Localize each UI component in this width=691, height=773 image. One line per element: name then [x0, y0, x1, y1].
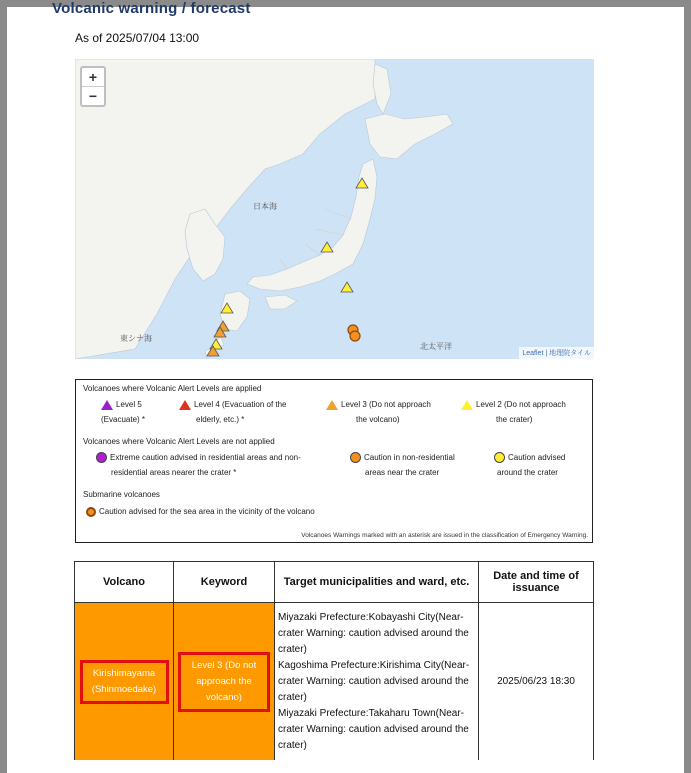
map-legend — [75, 379, 593, 543]
triangle-yellow-icon — [461, 400, 473, 410]
municipality-entry: Kagoshima Prefecture:Kirishima City(Near-crater Warning: caution advised around the crater) — [278, 659, 470, 703]
table-row — [75, 603, 594, 761]
legend-level4-sub: elderly, etc.) * — [196, 415, 245, 424]
legend-level4 — [179, 397, 319, 427]
volcano-map[interactable] — [75, 59, 594, 359]
map-attribution — [519, 347, 594, 359]
zoom-in-button[interactable]: + — [88, 69, 98, 85]
zoom-out-button[interactable]: − — [82, 86, 104, 105]
legend-applied-header: Volcanoes where Volcanic Alert Levels are applied — [83, 384, 262, 393]
municipality-entry: Miyazaki Prefecture:Takaharu Town(Near-crater Warning: caution advised around the crater) — [278, 707, 469, 751]
col-header-keyword: Keyword — [174, 562, 275, 603]
sea-label-pacific: 北太平洋 — [420, 342, 452, 351]
legend-level5-label: Level 5 — [116, 400, 142, 409]
col-header-volcano: Volcano — [75, 562, 174, 603]
keyword-label: Level 3 (Do not approach the volcano) — [178, 652, 270, 712]
volcano-name-link[interactable]: Kirishimayama (Shinmoedake) — [80, 660, 169, 704]
legend-level3-sub: the volcano) — [356, 415, 400, 424]
municipalities-cell — [275, 603, 479, 761]
circle-yellow-icon — [494, 452, 505, 463]
legend-submarine-header: Submarine volcanoes — [83, 490, 160, 499]
legend-caution-sub: around the crater — [497, 468, 558, 477]
legend-level2-sub: the crater) — [496, 415, 533, 424]
legend-extreme-sub: residential areas nearer the crater * — [111, 468, 237, 477]
circle-purple-icon — [96, 452, 107, 463]
legend-extreme-label: Extreme caution advised in residential areas and non- — [110, 453, 301, 462]
municipality-entry: Miyazaki Prefecture:Kobayashi City(Near-crater Warning: caution advised around the crater) — [278, 611, 469, 655]
keyword-cell — [174, 603, 275, 761]
legend-extreme-caution — [96, 450, 326, 480]
legend-nonresidential — [350, 450, 470, 480]
legend-nonres-label: Caution in non-residential — [364, 453, 455, 462]
legend-level3-label: Level 3 (Do not approach — [341, 400, 431, 409]
tiles-link[interactable]: 地理院タイル — [549, 350, 591, 357]
map-zoom-control — [80, 66, 106, 107]
legend-level5 — [101, 397, 181, 427]
legend-asterisk-note: Volcanoes Warnings marked with an asterisk are issued in the classification of Emergency Warning. — [301, 532, 588, 539]
submarine-volcano-marker — [350, 331, 360, 341]
leaflet-link[interactable]: Leaflet — [522, 350, 544, 357]
legend-level2-label: Level 2 (Do not approach — [476, 400, 566, 409]
table-header-row — [75, 562, 594, 603]
triangle-orange-icon — [326, 400, 338, 410]
as-of-timestamp: As of 2025/07/04 13:00 — [75, 31, 200, 45]
legend-not-applied-header: Volcanoes where Volcanic Alert Levels are not applied — [83, 437, 275, 446]
triangle-purple-icon — [101, 400, 113, 410]
legend-level4-label: Level 4 (Evacuation of the — [194, 400, 287, 409]
legend-submarine-label: Caution advised for the sea area in the vicinity of the volcano — [99, 507, 315, 516]
page-title: Volcanic warning / forecast — [52, 0, 251, 17]
legend-level5-sub: (Evacuate) * — [101, 415, 146, 424]
legend-nonres-sub: areas near the crater — [365, 468, 440, 477]
triangle-red-icon — [179, 400, 191, 410]
attribution-separator: | — [543, 350, 550, 357]
legend-caution-label: Caution advised — [508, 453, 566, 462]
warnings-table — [74, 561, 594, 760]
circle-ringed-orange-icon — [86, 507, 96, 517]
circle-orange-icon — [350, 452, 361, 463]
volcano-cell — [75, 603, 174, 761]
col-header-municipalities: Target municipalities and ward, etc. — [275, 562, 479, 603]
legend-caution-advised — [494, 450, 589, 480]
sea-label-east-china: 東シナ海 — [120, 334, 152, 343]
issuance-cell: 2025/06/23 18:30 — [479, 603, 594, 761]
sea-label-japan: 日本海 — [253, 202, 277, 211]
legend-level2 — [461, 397, 591, 427]
legend-level3 — [326, 397, 456, 427]
legend-submarine — [86, 504, 315, 519]
map-canvas[interactable] — [75, 59, 594, 359]
col-header-issuance: Date and time of issuance — [479, 562, 594, 603]
